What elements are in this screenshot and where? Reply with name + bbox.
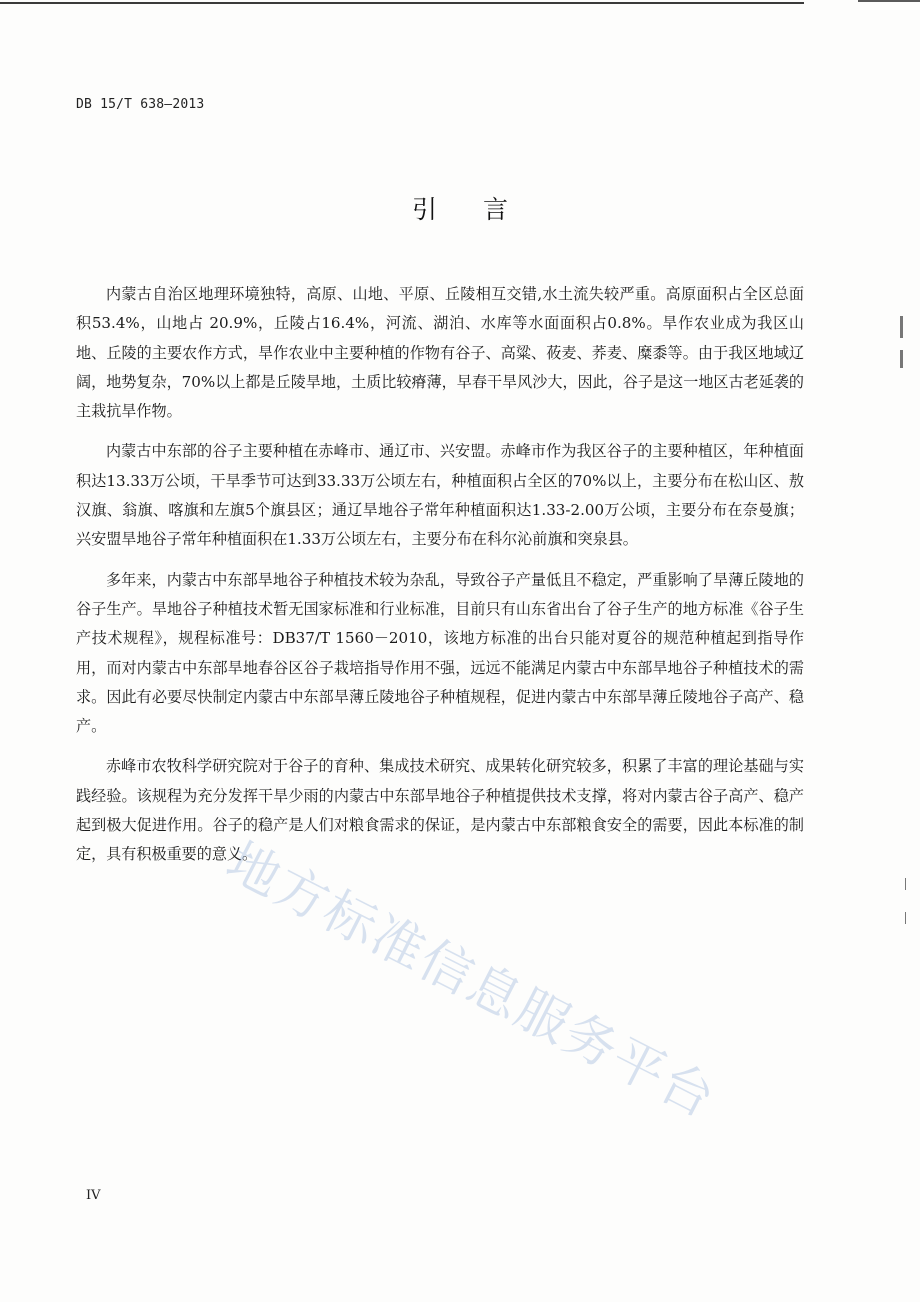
scan-mark [905, 912, 906, 924]
body-text [76, 280, 804, 881]
top-rule-segment [858, 0, 920, 2]
top-rule [0, 2, 804, 4]
paragraph-1: 内蒙古自治区地理环境独特，高原、山地、平原、丘陵相互交错,水土流失较严重。高原面积占全区总面积53.4%，山地占 20.9%，丘陵占16.4%，河流、湖泊、水库等水面面积占0.8%。旱作农业成为我区山地、丘陵的主要农作方式，旱作农业中主要种植的作物有谷子、高粱、莜麦、荞麦、糜黍等。由于我区地域辽阔，地势复杂，70%以上都是丘陵旱地，土质比较瘠薄，早春干旱风沙大，因此，谷子是这一地区古老延袭的主栽抗旱作物。 [76, 285, 804, 421]
page-title: 引言 [411, 195, 554, 224]
paragraph-2: 内蒙古中东部的谷子主要种植在赤峰市、通辽市、兴安盟。赤峰市作为我区谷子的主要种植区，年种植面积达13.33万公顷，干旱季节可达到33.33万公顷左右，种植面积占全区的70%以上，主要分布在松山区、敖汉旗、翁旗、喀旗和左旗5个旗县区；通辽旱地谷子常年种植面积达1.33-2.00万公顷，主要分布在奈曼旗；兴安盟旱地谷子常年种植面积在1.33万公顷左右，主要分布在科尔沁前旗和突泉县。 [76, 442, 804, 549]
paragraph-3: 多年来，内蒙古中东部旱地谷子种植技术较为杂乱，导致谷子产量低且不稳定，严重影响了旱薄丘陵地的谷子生产。旱地谷子种植技术暂无国家标准和行业标准，目前只有山东省出台了谷子生产的地方标准《谷子生产技术规程》，规程标准号：DB37/T 1560－2010，该地方标准的出台只能对夏谷的规范种植起到指导作用，而对内蒙古中东部旱地春谷区谷子栽培指导作用不强，远远不能满足内蒙古中东部旱地谷子种植技术的需求。因此有必要尽快制定内蒙古中东部旱薄丘陵地谷子种植规程，促进内蒙古中东部旱薄丘陵地谷子高产、稳产。 [76, 570, 804, 736]
page-number: IV [86, 1188, 101, 1203]
scan-mark [905, 878, 906, 890]
watermark: 地方标准信息服务平台 [216, 831, 726, 1131]
scan-mark [900, 350, 903, 368]
document-code: DB 15/T 638—2013 [76, 97, 205, 112]
paragraph-4: 赤峰市农牧科学研究院对于谷子的育种、集成技术研究、成果转化研究较多，积累了丰富的理论基础与实践经验。该规程为充分发挥干旱少雨的内蒙古中东部旱地谷子种植提供技术支撑，将对内蒙古谷子高产、稳产起到极大促进作用。谷子的稳产是人们对粮食需求的保证，是内蒙古中东部粮食安全的需要，因此本标准的制定，具有积极重要的意义。 [76, 757, 804, 864]
scan-mark [900, 316, 903, 338]
